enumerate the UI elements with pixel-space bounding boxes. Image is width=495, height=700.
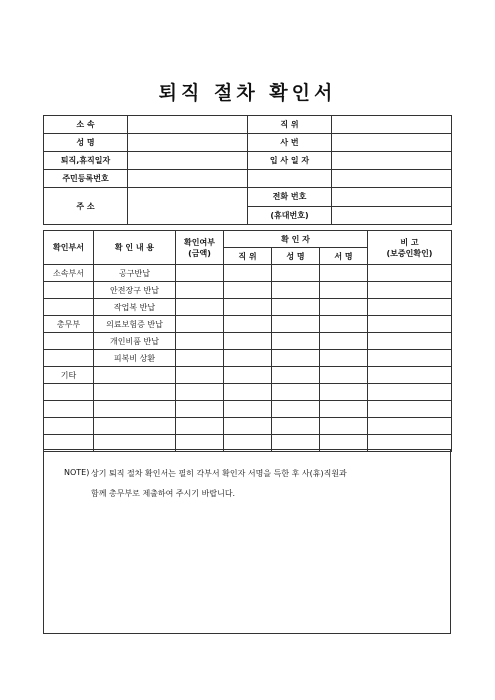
row-position-field[interactable] xyxy=(224,418,272,435)
note-line-2: 함께 총무부로 제출하여 주시기 바랍니다. xyxy=(91,489,236,498)
header-dept: 확인부서 xyxy=(44,231,94,265)
table-row xyxy=(44,367,452,384)
affiliation-field[interactable] xyxy=(128,116,248,134)
address-label: 주 소 xyxy=(44,188,128,225)
row-content: 피복비 상환 xyxy=(94,350,176,367)
row-dept: 기타 xyxy=(44,367,94,384)
header-content: 확 인 내 용 xyxy=(94,231,176,265)
header-confirm-amount xyxy=(176,231,224,265)
header-remarks xyxy=(368,231,452,265)
row-remarks-field[interactable] xyxy=(368,367,452,384)
row-name-field[interactable] xyxy=(272,418,320,435)
header-confirmer: 확 인 자 xyxy=(224,231,368,248)
resident-number-field-ext[interactable] xyxy=(248,170,332,188)
table-row xyxy=(44,282,452,299)
row-position-field[interactable] xyxy=(224,316,272,333)
table-row xyxy=(44,299,452,316)
table-row xyxy=(44,265,452,282)
row-position-field[interactable] xyxy=(224,282,272,299)
row-remarks-field[interactable] xyxy=(368,299,452,316)
retire-date-label: 퇴직,휴직일자 xyxy=(44,152,128,170)
header-sub-sign: 서 명 xyxy=(320,248,368,265)
table-row xyxy=(44,384,452,401)
affiliation-label: 소 속 xyxy=(44,116,128,134)
row-content xyxy=(94,367,176,384)
row-sign-field[interactable] xyxy=(320,367,368,384)
row-position-field[interactable] xyxy=(224,384,272,401)
table-row xyxy=(44,316,452,333)
row-content: 작업복 반납 xyxy=(94,299,176,316)
row-dept xyxy=(44,384,94,401)
name-field[interactable] xyxy=(128,134,248,152)
row-name-field[interactable] xyxy=(272,350,320,367)
row-name-field[interactable] xyxy=(272,333,320,350)
join-date-field[interactable] xyxy=(332,152,452,170)
row-sign-field[interactable] xyxy=(320,418,368,435)
row-remarks-field[interactable] xyxy=(368,401,452,418)
employee-info-table xyxy=(43,115,452,225)
row-confirm-field[interactable] xyxy=(176,350,224,367)
row-dept: 총무부 xyxy=(44,316,94,333)
row-name-field[interactable] xyxy=(272,265,320,282)
row-confirm-field[interactable] xyxy=(176,265,224,282)
row-dept xyxy=(44,282,94,299)
row-sign-field[interactable] xyxy=(320,265,368,282)
table-row xyxy=(44,350,452,367)
resident-number-label: 주민등록번호 xyxy=(44,170,128,188)
header-confirm-line1: 확인여부 xyxy=(184,237,215,247)
row-confirm-field[interactable] xyxy=(176,384,224,401)
row-remarks-field[interactable] xyxy=(368,384,452,401)
employee-number-field[interactable] xyxy=(332,134,452,152)
row-position-field[interactable] xyxy=(224,299,272,316)
row-sign-field[interactable] xyxy=(320,384,368,401)
row-content: 안전장구 반납 xyxy=(94,282,176,299)
header-confirm-line2: (금액) xyxy=(188,248,211,258)
row-remarks-field[interactable] xyxy=(368,418,452,435)
mobile-label: (휴대번호) xyxy=(248,206,332,225)
row-dept xyxy=(44,333,94,350)
row-name-field[interactable] xyxy=(272,299,320,316)
row-dept xyxy=(44,401,94,418)
phone-label: 전화 번호 xyxy=(248,188,332,207)
mobile-field[interactable] xyxy=(332,206,452,225)
row-dept xyxy=(44,350,94,367)
employee-number-label: 사 번 xyxy=(248,134,332,152)
table-row xyxy=(44,333,452,350)
row-remarks-field[interactable] xyxy=(368,333,452,350)
phone-field[interactable] xyxy=(332,188,452,207)
position-field[interactable] xyxy=(332,116,452,134)
resident-number-field[interactable] xyxy=(128,170,248,188)
row-position-field[interactable] xyxy=(224,333,272,350)
row-confirm-field[interactable] xyxy=(176,299,224,316)
row-position-field[interactable] xyxy=(224,265,272,282)
note-box xyxy=(43,449,451,634)
row-sign-field[interactable] xyxy=(320,282,368,299)
row-sign-field[interactable] xyxy=(320,333,368,350)
row-position-field[interactable] xyxy=(224,401,272,418)
row-name-field[interactable] xyxy=(272,282,320,299)
row-name-field[interactable] xyxy=(272,384,320,401)
row-confirm-field[interactable] xyxy=(176,333,224,350)
row-content xyxy=(94,401,176,418)
row-dept xyxy=(44,418,94,435)
header-remarks-line1: 비 고 xyxy=(400,237,419,247)
row-name-field[interactable] xyxy=(272,367,320,384)
document-title: 퇴직 절차 확인서 xyxy=(158,82,337,104)
row-sign-field[interactable] xyxy=(320,350,368,367)
row-dept xyxy=(44,299,94,316)
retirement-checklist-table xyxy=(43,230,452,452)
row-confirm-field[interactable] xyxy=(176,282,224,299)
row-remarks-field[interactable] xyxy=(368,350,452,367)
row-confirm-field[interactable] xyxy=(176,418,224,435)
header-sub-position: 직 위 xyxy=(224,248,272,265)
row-remarks-field[interactable] xyxy=(368,265,452,282)
note-line-1: 상기 퇴직 절차 확인서는 필히 각부서 확인자 서명을 득한 후 사(휴)직원과 xyxy=(91,469,347,478)
table-row xyxy=(44,401,452,418)
retire-date-field[interactable] xyxy=(128,152,248,170)
row-confirm-field[interactable] xyxy=(176,367,224,384)
row-content xyxy=(94,384,176,401)
row-content: 의료보험증 반납 xyxy=(94,316,176,333)
header-remarks-line2: (보증인확인) xyxy=(386,248,433,258)
position-label: 직 위 xyxy=(248,116,332,134)
row-sign-field[interactable] xyxy=(320,299,368,316)
row-sign-field[interactable] xyxy=(320,316,368,333)
row-dept: 소속부서 xyxy=(44,265,94,282)
row-remarks-field[interactable] xyxy=(368,316,452,333)
join-date-label: 입 사 일 자 xyxy=(248,152,332,170)
row-position-field[interactable] xyxy=(224,350,272,367)
row-sign-field[interactable] xyxy=(320,401,368,418)
row-confirm-field[interactable] xyxy=(176,316,224,333)
row-position-field[interactable] xyxy=(224,367,272,384)
row-remarks-field[interactable] xyxy=(368,282,452,299)
address-field[interactable] xyxy=(128,188,248,225)
header-sub-name: 성 명 xyxy=(272,248,320,265)
row-name-field[interactable] xyxy=(272,401,320,418)
note-tag: NOTE) xyxy=(64,468,90,477)
resident-number-field-ext2[interactable] xyxy=(332,170,452,188)
row-name-field[interactable] xyxy=(272,316,320,333)
row-confirm-field[interactable] xyxy=(176,401,224,418)
row-content: 공구반납 xyxy=(94,265,176,282)
row-content xyxy=(94,418,176,435)
name-label: 성 명 xyxy=(44,134,128,152)
row-content: 개인비품 반납 xyxy=(94,333,176,350)
table-row xyxy=(44,418,452,435)
